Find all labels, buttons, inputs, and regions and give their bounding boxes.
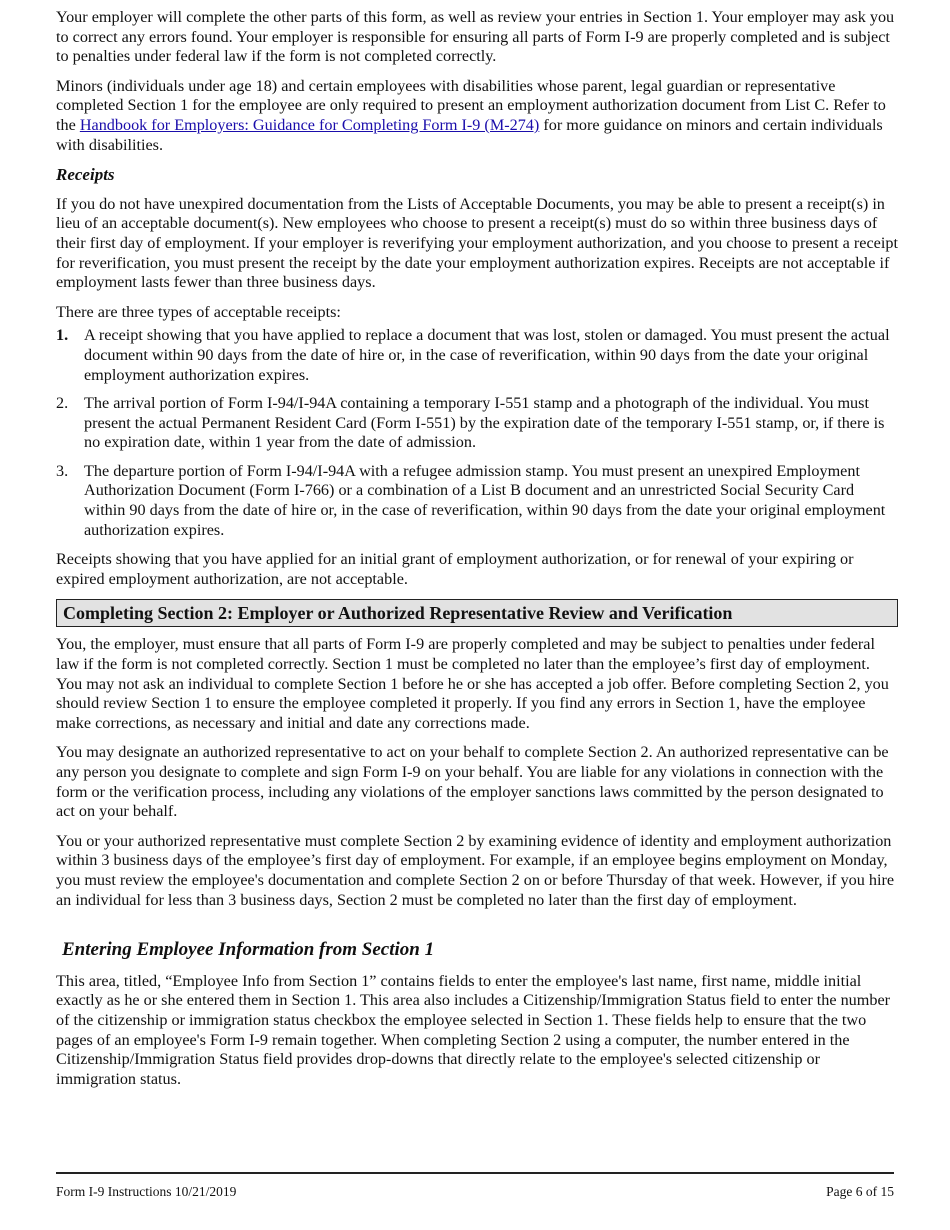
minors-paragraph	[56, 77, 898, 155]
list-text: A receipt showing that you have applied to replace a document that was lost, stolen or damaged. You must present the actual document within 90 days from the date of hire or, in the case of reverification, within 90 days from the date your original employment authorization expires.	[84, 326, 890, 384]
entering-info-heading: Entering Employee Information from Section 1	[62, 939, 435, 961]
section2-paragraph: You may designate an authorized representative to act on your behalf to complete Section 2. An authorized representative can be any person you designate to complete and sign Form I-9 on your behalf. You are liable for any violations in connection with the form or the verification process, including any violations of the employer sanctions laws committed by the person designated to act on your behalf.	[56, 743, 889, 821]
receipts-paragraph: If you do not have unexpired documentation from the Lists of Acceptable Documents, you may be able to present a receipt(s) in lieu of an acceptable document(s). New employees who choose to present a receipt(s) must do so within three business days of their first day of employment. If your employer is reverifying your employment authorization, and you choose to present a receipt for reverification, you must present the receipt by the date your employment authorization expires. Receipts are not acceptable if employment lasts fewer than three business days.	[56, 194, 898, 292]
list-text: The departure portion of Form I-94/I-94A with a refugee admission stamp. You must present an unexpired Employment Authorization Document (Form I-766) or a combination of a List B document and an unrestricted Social Security Card within 90 days from the date of hire or, in the case of reverification, within 90 days from the date your original employment authorization expires.	[84, 461, 886, 539]
receipt-types-intro: There are three types of acceptable receipts:	[56, 302, 341, 321]
list-item	[56, 462, 898, 540]
list-number: 3.	[56, 461, 69, 480]
section2-heading: Completing Section 2: Employer or Authorized Representative Review and Verification	[56, 599, 898, 627]
page-footer	[56, 1172, 894, 1202]
list-number: 1.	[56, 326, 69, 345]
handbook-link[interactable]: Handbook for Employers: Guidance for Completing Form I-9 (M-274)	[79, 115, 540, 134]
list-item	[56, 326, 898, 385]
footer-page-number: Page 6 of 15	[826, 1184, 894, 1199]
footer-form-title: Form I-9 Instructions 10/21/2019	[56, 1184, 237, 1199]
receipts-not-acceptable: Receipts showing that you have applied for an initial grant of employment authorization, or for renewal of your expiring or expired employment authorization, are not acceptable.	[56, 550, 854, 588]
section2-paragraph: You or your authorized representative must complete Section 2 by examining evidence of identity and employment authorization within 3 business days of the employee’s first day of employment. For example, if an employee begins employment on Monday, you must review the employee's documentation and complete Section 2 on or before Thursday of that week. However, if you hire an individual for less than 3 business days, Section 2 must be completed no later than the first day of employment.	[56, 831, 895, 909]
list-text: The arrival portion of Form I-94/I-94A containing a temporary I-551 stamp and a photograph of the individual. You must present the actual Permanent Resident Card (Form I-551) by the expiration date of the temporary I-551 stamp, or, if there is no expiration date, within 1 year from the date of admission.	[84, 394, 885, 452]
entering-info-paragraph: This area, titled, “Employee Info from Section 1” contains fields to enter the employee's last name, first name, middle initial exactly as he or she entered them in Section 1. This area also includes a Citizenship/Immigration Status field to enter the number of the citizenship or immigration status checkbox the employee selected in Section 1. These fields help to ensure that the two pages of an employee's Form I-9 remain together. When completing Section 2 using a computer, the number entered in the Citizenship/Immigration Status field provides drop-downs that directly relate to the employee's selected citizenship or immigration status.	[56, 971, 891, 1088]
list-item	[56, 394, 898, 453]
minors-text-end: for more guidance on minors and certain individuals with disabilities.	[56, 115, 883, 154]
receipt-types-list	[56, 326, 898, 540]
section2-paragraph: You, the employer, must ensure that all parts of Form I-9 are properly completed and may be subject to penalties under federal law if the form is not completed correctly. Section 1 must be completed no later than the employee’s first day of employment. You may not ask an individual to complete Section 1 before he or she has accepted a job offer. Before completing Section 2, you should review Section 1 to ensure the employee completed it properly. If you find any errors in Section 1, have the employee make corrections, as necessary and initial and date any corrections made.	[56, 635, 889, 732]
document-body	[56, 8, 898, 1099]
list-number: 2.	[56, 394, 69, 413]
intro-paragraph: Your employer will complete the other parts of this form, as well as review your entries in Section 1. Your employer may ask you to correct any errors found. Your employer is responsible for ensuring all parts of Form I-9 are properly completed and is subject to penalties under federal law if the form is not completed correctly.	[56, 8, 895, 66]
minors-text: Minors (individuals under age 18) and certain employees with disabilities whose parent, legal guardian or representative completed Section 1 for the employee are only required to present an employment authorization document from List C. Refer to the	[56, 76, 886, 134]
receipts-heading: Receipts	[56, 165, 115, 185]
